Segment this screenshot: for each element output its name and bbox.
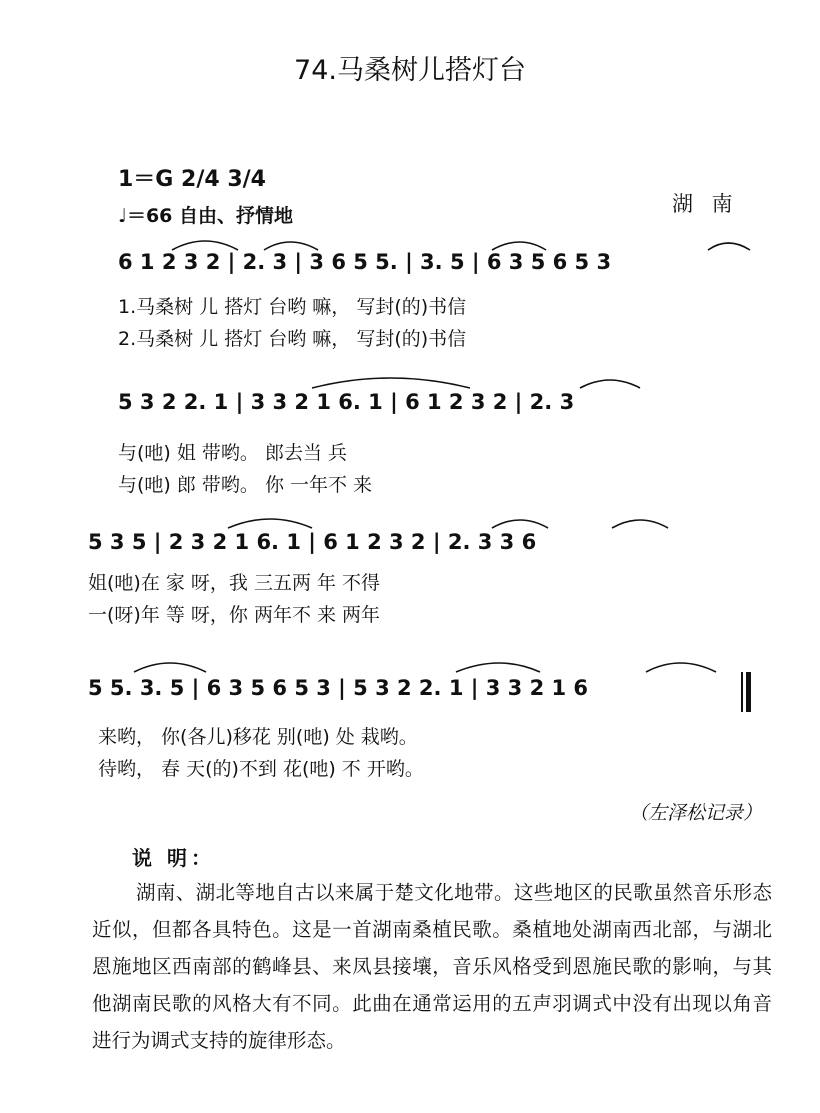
lyric-verse-1: 1.马桑树 儿 搭灯 台哟 嘛， 写封(的)书信 — [118, 296, 467, 318]
notation-line: 5 3 2 2. 1 | 3 3 2 1 6. 1 | 6 1 2 3 2 | 2. 3 — [118, 390, 575, 414]
lyric-verse-1: 来哟， 你(各儿)移花 别(吔) 处 栽哟。 — [98, 726, 418, 748]
region-label: 湖 南 — [672, 192, 739, 216]
lyric-verse-1: 姐(吔)在 家 呀，我 三五两 年 不得 — [88, 572, 381, 594]
notation-line: 6 1 2 3 2 | 2. 3 | 3 6 5 5. | 3. 5 | 6 3 5 6 5 3 — [118, 250, 612, 274]
notes-heading: 说 明： — [132, 846, 215, 870]
notation-line: 5 5. 3. 5 | 6 3 5 6 5 3 | 5 3 2 2. 1 | 3 3 2 1 6 — [88, 676, 589, 700]
notation-line: 5 3 5 | 2 3 2 1 6. 1 | 6 1 2 3 2 | 2. 3 3 6 — [88, 530, 537, 554]
song-title: 74.马桑树儿搭灯台 — [294, 55, 526, 86]
lyric-verse-2: 待哟， 春 天(的)不到 花(吔) 不 开哟。 — [98, 758, 424, 780]
notes-paragraph: 湖南、湖北等地自古以来属于楚文化地带。这些地区的民歌虽然音乐形态近似，但都各具特色。这是一首湖南桑植民歌。桑植地处湖南西北部，与湖北恩施地区西南部的鹤峰县、来凤县接壤，音乐风格受到恩施民歌的影响，与其他湖南民歌的风格大有不同。此曲在通常运用的五声羽调式中没有出现以角音进行为调式支持的旋律形态。 — [92, 881, 772, 1052]
lyric-verse-2: 一(呀)年 等 呀，你 两年不 来 两年 — [88, 604, 381, 626]
tempo-marking: ♩＝66 自由、抒情地 — [118, 205, 294, 227]
lyric-verse-2: 与(吔) 郎 带哟。 你 一年不 来 — [118, 474, 373, 496]
transcription-credit: （左泽松记录） — [628, 802, 762, 824]
lyric-verse-2: 2.马桑树 儿 搭灯 台哟 嘛， 写封(的)书信 — [118, 328, 467, 350]
lyric-verse-1: 与(吔) 姐 带哟。 郎去当 兵 — [118, 442, 347, 464]
key-signature: 1＝G 2/4 3/4 — [118, 167, 266, 192]
